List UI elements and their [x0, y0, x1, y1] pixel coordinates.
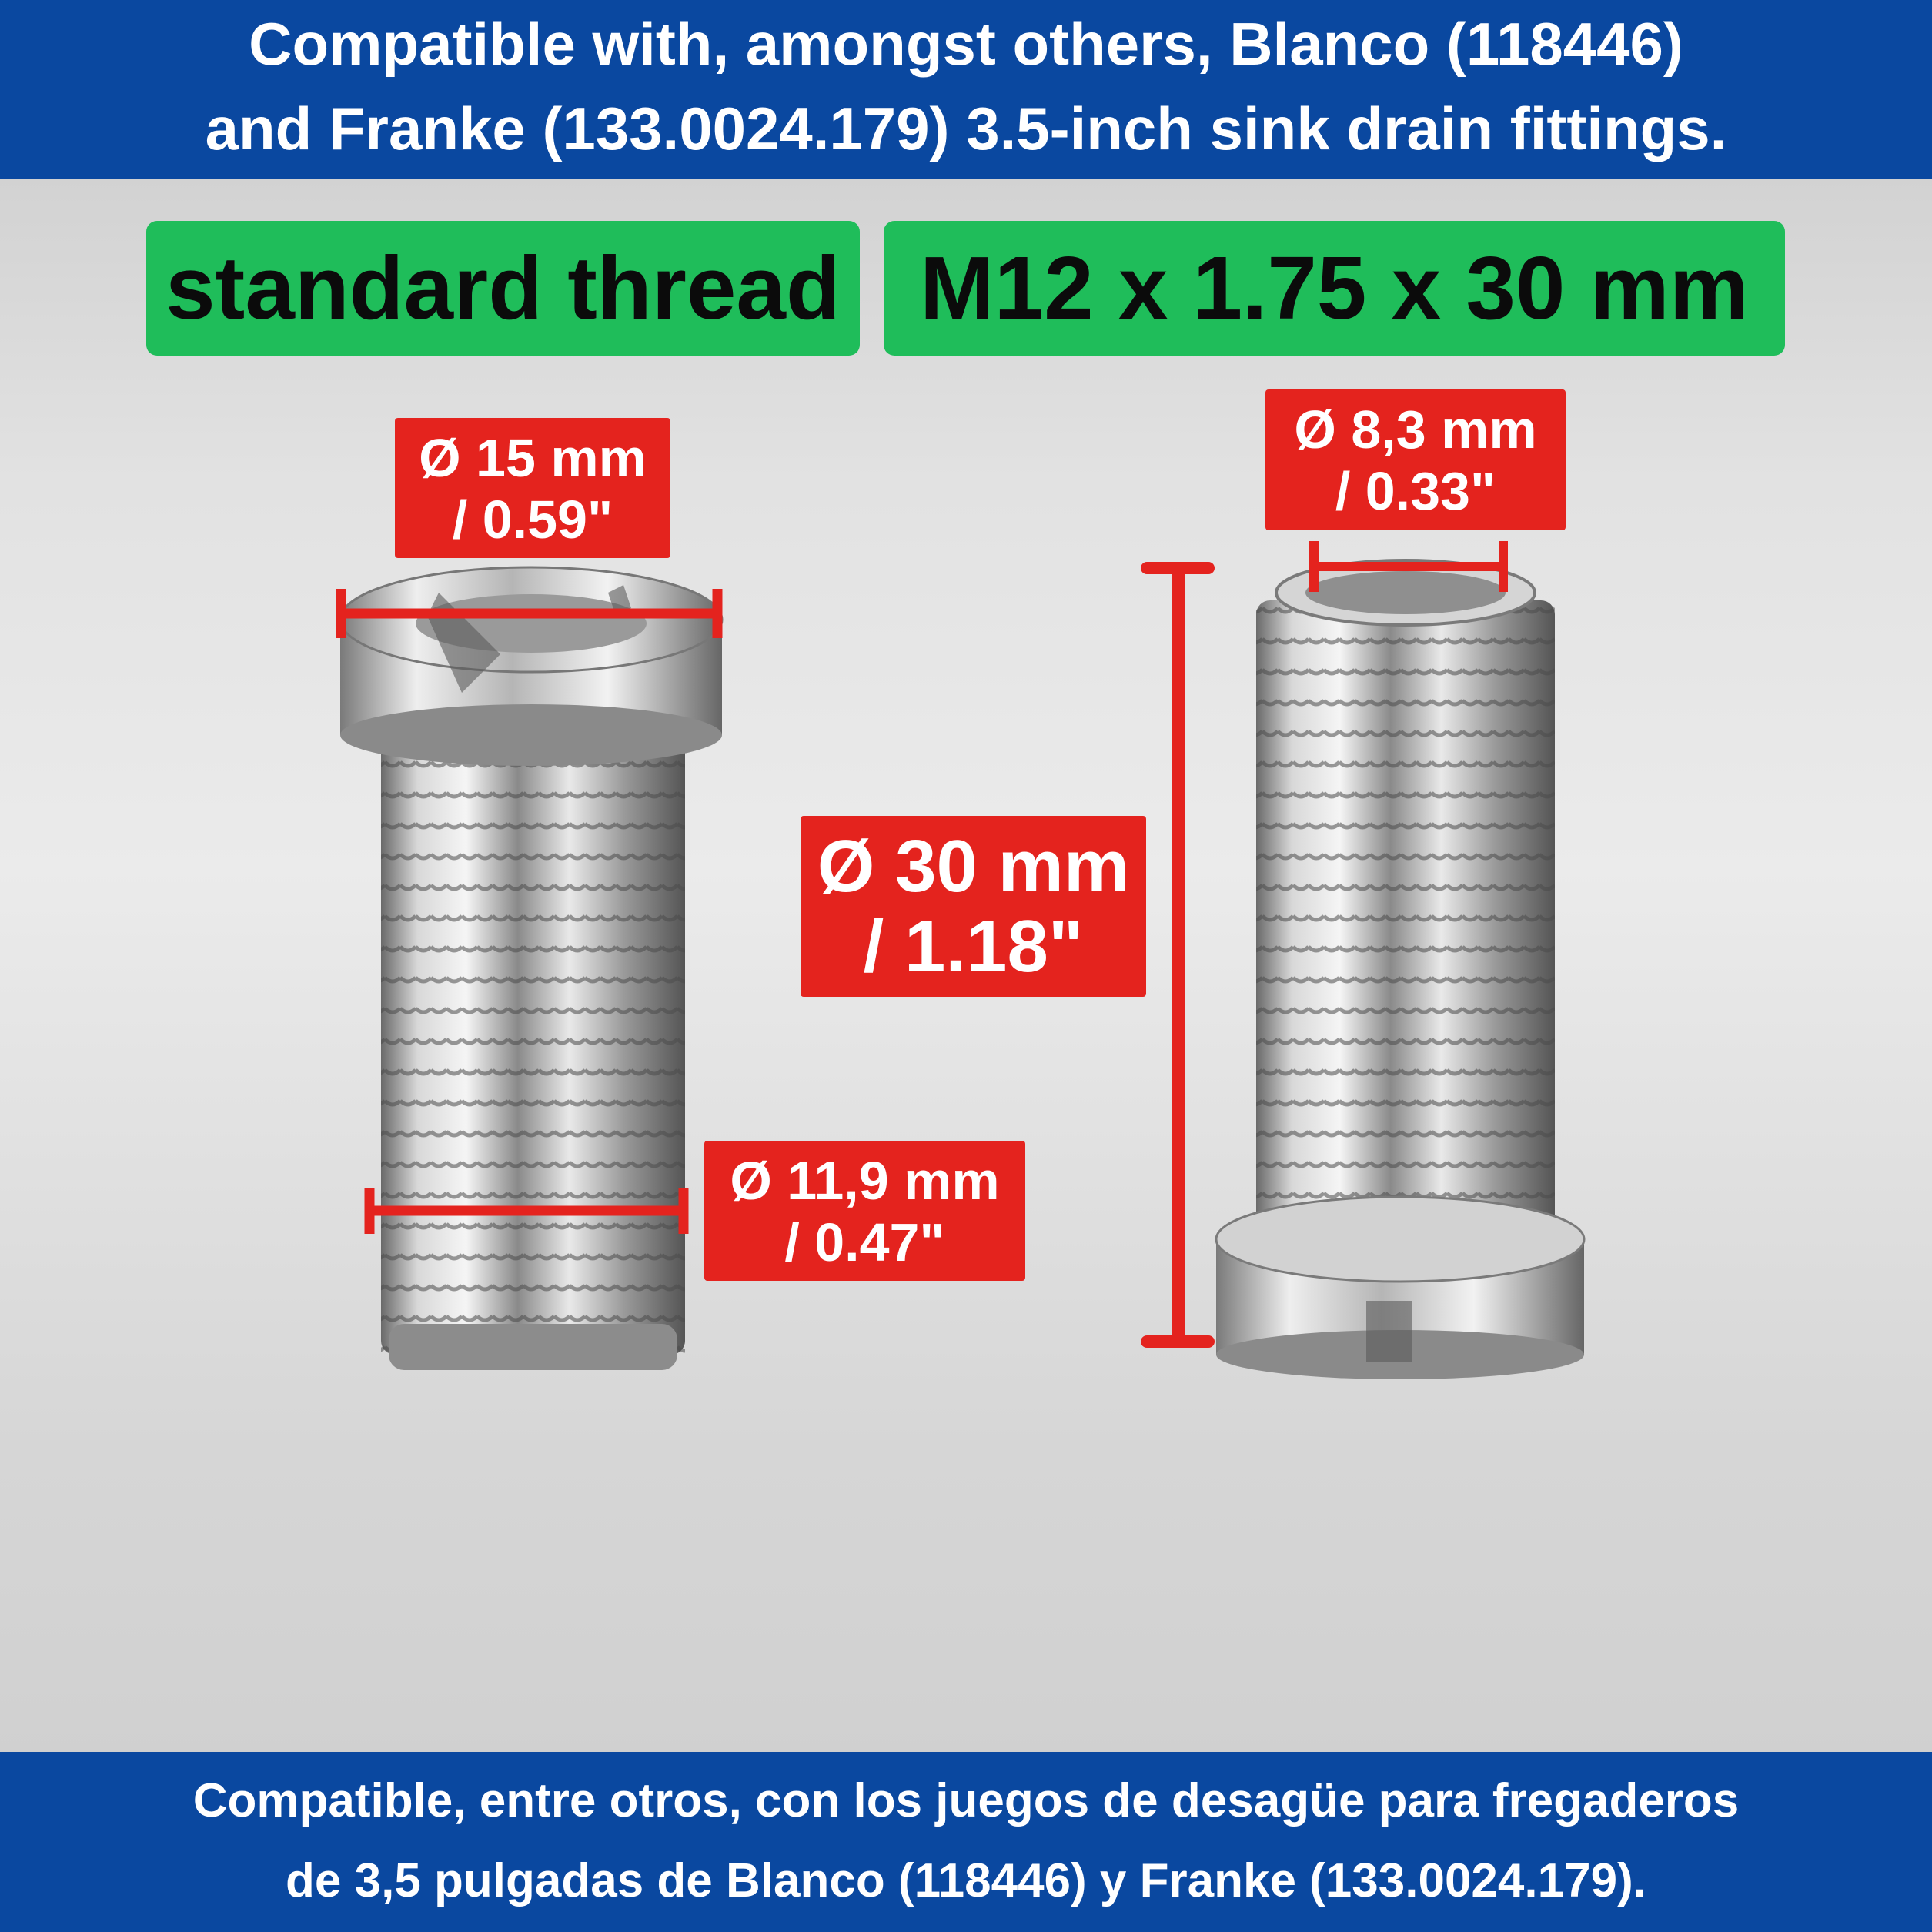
thread-type-badge: standard thread	[146, 221, 860, 356]
measure-length	[1147, 568, 1208, 1342]
length-imperial: / 1.18"	[863, 905, 1084, 988]
header-line-1: Compatible with, amongst others, Blanco (118446)	[249, 10, 1683, 78]
thread-diameter-metric: Ø 11,9 mm	[730, 1151, 1000, 1211]
right-screw	[1216, 560, 1584, 1379]
head-diameter-label	[395, 418, 670, 558]
bore-diameter-imperial: / 0.33"	[1335, 461, 1496, 521]
footer-line-2: de 3,5 pulgadas de Blanco (118446) y Franke (133.0024.179).	[286, 1854, 1646, 1907]
thread-diameter-imperial: / 0.47"	[784, 1212, 945, 1272]
thread-diameter-label	[704, 1141, 1025, 1281]
header-banner	[0, 0, 1932, 179]
footer-banner	[0, 1752, 1932, 1932]
length-metric: Ø 30 mm	[817, 825, 1130, 908]
length-label	[801, 816, 1146, 997]
head-diameter-metric: Ø 15 mm	[419, 428, 647, 488]
header-line-2: and Franke (133.0024.179) 3.5-inch sink drain fittings.	[205, 95, 1727, 162]
bore-diameter-metric: Ø 8,3 mm	[1294, 399, 1537, 460]
head-diameter-imperial: / 0.59"	[452, 490, 613, 550]
footer-line-1: Compatible, entre otros, con los juegos de desagüe para fregaderos	[192, 1774, 1740, 1827]
left-screw	[340, 567, 722, 1370]
bore-diameter-label	[1265, 389, 1566, 530]
thread-size-badge: M12 x 1.75 x 30 mm	[884, 221, 1785, 356]
